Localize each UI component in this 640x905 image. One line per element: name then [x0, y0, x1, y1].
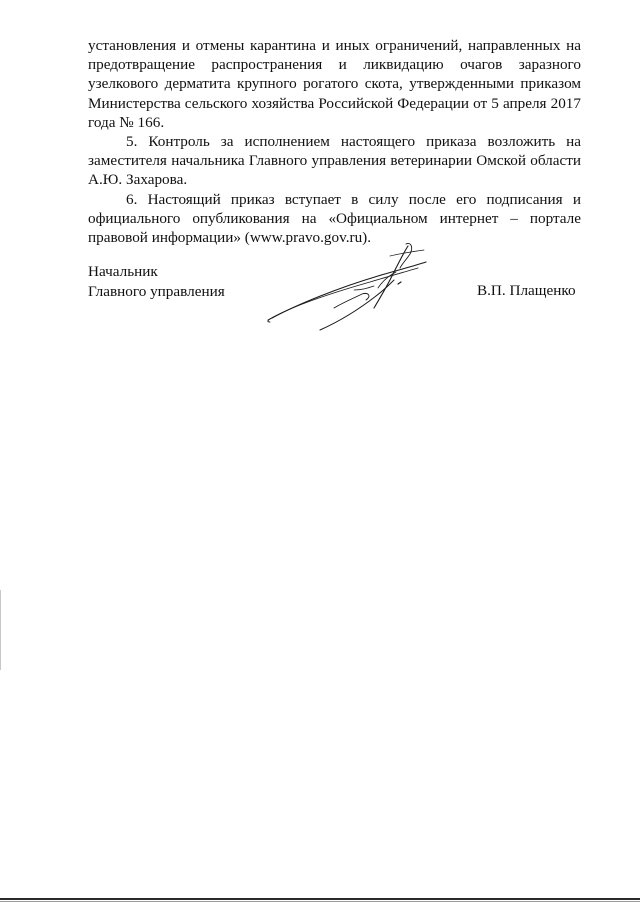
document-body [88, 36, 581, 247]
handwritten-signature [258, 238, 438, 338]
scan-edge-left [0, 590, 1, 670]
signatory-name: В.П. Плащенко [477, 282, 576, 299]
signatory-position-line2: Главного управления [88, 282, 225, 300]
paragraph-item-6: 6. Настоящий приказ вступает в силу после его подписания и официального опубликования на «Официальном интернет – портале правовой информации» (www.pravo.gov.ru). [88, 190, 581, 247]
signatory-position-line1: Начальник [88, 263, 158, 280]
scan-edge-bottom [0, 898, 640, 900]
scan-edge-bottom-shadow [0, 901, 640, 902]
paragraph-continuation: установления и отмены карантина и иных ограничений, направленных на предотвращение распространения и ликвидацию очагов заразного узелкового дерматита крупного рогатого скота, утвержденными приказом Министерства сельского хозяйства Российской Федерации от 5 апреля 2017 года № 166. [88, 37, 581, 131]
paragraph-item-5: 5. Контроль за исполнением настоящего приказа возложить на заместителя начальника Главного управления ветеринарии Омской области А.Ю. Захарова. [88, 133, 581, 189]
signatory-position [88, 262, 225, 301]
